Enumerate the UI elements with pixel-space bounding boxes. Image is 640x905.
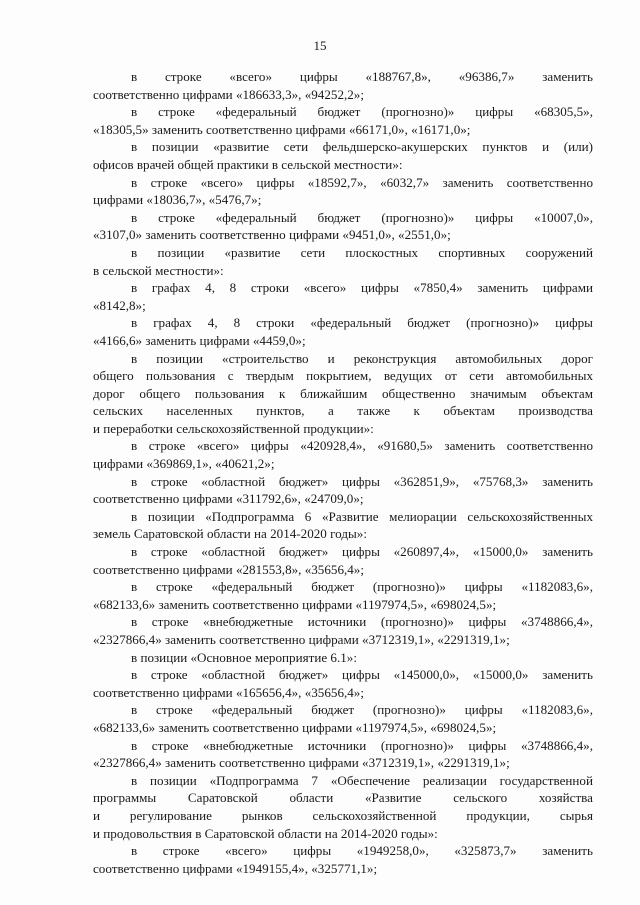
document-body [93, 68, 593, 877]
paragraph-line: «18305,5» заменить соответственно цифрами «66171,0», «16171,0»; [93, 121, 471, 137]
paragraph-line: «682133,6» заменить соответственно цифрами «1197974,5», «698024,5»; [93, 719, 497, 735]
paragraph [93, 649, 593, 667]
paragraph-line: в строке «внебюджетные источники (прогнозно)» цифры «3748866,4», [131, 737, 593, 753]
paragraph-line: соответственно цифрами «1949155,4», «325771,1»; [93, 860, 378, 876]
paragraph-line: «2327866,4» заменить соответственно цифрами «3712319,1», «2291319,1»; [93, 755, 510, 771]
paragraph-line: в строке «федеральный бюджет (прогнозно)» цифры «10007,0», [131, 209, 593, 225]
paragraph [93, 209, 593, 244]
paragraph [93, 103, 593, 138]
paragraph [93, 314, 593, 349]
paragraph-line: общего пользования с твердым покрытием, ведущих от сети автомобильных [93, 368, 593, 384]
paragraph-line: в позиции «строительство и реконструкция автомобильных дорог [131, 350, 593, 366]
paragraph-line: в строке «всего» цифры «188767,8», «96386,7» заменить [131, 69, 593, 84]
paragraph-line: «3107,0» заменить соответственно цифрами «9451,0», «2551,0»; [93, 227, 451, 243]
paragraph-line: программы Саратовской области «Развитие сельского хозяйства [93, 790, 593, 806]
paragraph-line: дорог общего пользования к ближайшим общественно значимым объектам [93, 385, 593, 401]
paragraph-line: соответственно цифрами «186633,3», «94252,2»; [93, 86, 364, 102]
paragraph-line: соответственно цифрами «281553,8», «35656,4»; [93, 561, 364, 577]
paragraph [93, 174, 593, 209]
paragraph [93, 737, 593, 772]
paragraph-line: в строке «областной бюджет» цифры «260897,4», «15000,0» заменить [131, 544, 593, 560]
paragraph-line: в строке «внебюджетные источники (прогнозно)» цифры «3748866,4», [131, 614, 593, 630]
paragraph [93, 613, 593, 648]
paragraph-line: в строке «всего» цифры «1949258,0», «325873,7» заменить [131, 843, 593, 859]
paragraph-line: «2327866,4» заменить соответственно цифрами «3712319,1», «2291319,1»; [93, 632, 510, 647]
paragraph-line: в позиции «развитие сети фельдшерско-акушерских пунктов и (или) [131, 139, 593, 155]
paragraph-line: в строке «федеральный бюджет (прогнозно)» цифры «1182083,6», [131, 702, 593, 718]
paragraph [93, 666, 593, 701]
paragraph-line: и продовольствия в Саратовской области на 2014-2020 годы»: [93, 825, 438, 841]
paragraph-line: и переработки сельскохозяйственной продукции»: [93, 420, 374, 436]
paragraph [93, 437, 593, 472]
paragraph-line: в позиции «развитие сети плоскостных спортивных сооружений [131, 244, 593, 260]
paragraph-line: соответственно цифрами «311792,6», «24709,0»; [93, 491, 364, 507]
paragraph-line: в строке «федеральный бюджет (прогнозно)» цифры «1182083,6», [131, 579, 593, 595]
paragraph [93, 350, 593, 438]
paragraph-line: сельских населенных пунктов, а также к объектам производства [93, 403, 593, 419]
paragraph-line: в строке «областной бюджет» цифры «362851,9», «75768,3» заменить [131, 473, 593, 489]
paragraph-line: «4166,6» заменить цифрами «4459,0»; [93, 332, 306, 348]
paragraph-line: в строке «всего» цифры «420928,4», «91680,5» заменить соответственно [131, 438, 593, 454]
paragraph-line: в позиции «Подпрограмма 7 «Обеспечение реализации государственной [131, 772, 593, 788]
paragraph-line: в строке «всего» цифры «18592,7», «6032,7» заменить соответственно [131, 174, 593, 190]
paragraph-line: в графах 4, 8 строки «всего» цифры «7850,4» заменить цифрами [131, 280, 593, 296]
paragraph [93, 772, 593, 842]
paragraph-line: в сельской местности»: [93, 262, 224, 278]
paragraph [93, 138, 593, 173]
paragraph-line: цифрами «18036,7», «5476,7»; [93, 192, 262, 208]
paragraph-line: офисов врачей общей практики в сельской местности»: [93, 156, 403, 172]
paragraph-line: соответственно цифрами «165656,4», «35656,4»; [93, 684, 364, 700]
paragraph-line: цифрами «369869,1», «40621,2»; [93, 456, 275, 472]
paragraph [93, 508, 593, 543]
paragraph [93, 279, 593, 314]
paragraph-line: в строке «федеральный бюджет (прогнозно)» цифры «68305,5», [131, 104, 593, 120]
paragraph [93, 244, 593, 279]
paragraph [93, 68, 593, 103]
paragraph-line: в графах 4, 8 строки «федеральный бюджет (прогнозно)» цифры [131, 315, 593, 331]
page-number: 15 [313, 38, 327, 53]
paragraph [93, 842, 593, 877]
paragraph [93, 701, 593, 736]
paragraph-line: в позиции «Подпрограмма 6 «Развитие мелиорации сельскохозяйственных [131, 508, 593, 524]
paragraph [93, 473, 593, 508]
paragraph-line: «682133,6» заменить соответственно цифрами «1197974,5», «698024,5»; [93, 596, 497, 612]
paragraph-line: в строке «областной бюджет» цифры «145000,0», «15000,0» заменить [131, 667, 593, 683]
paragraph-line: «8142,8»; [93, 297, 146, 313]
paragraph-line: в позиции «Основное мероприятие 6.1»: [131, 649, 357, 665]
paragraph-line: и регулирование рынков сельскохозяйственной продукции, сырья [93, 807, 593, 823]
paragraph [93, 578, 593, 613]
paragraph [93, 543, 593, 578]
paragraph-line: земель Саратовской области на 2014-2020 годы»: [93, 526, 367, 542]
